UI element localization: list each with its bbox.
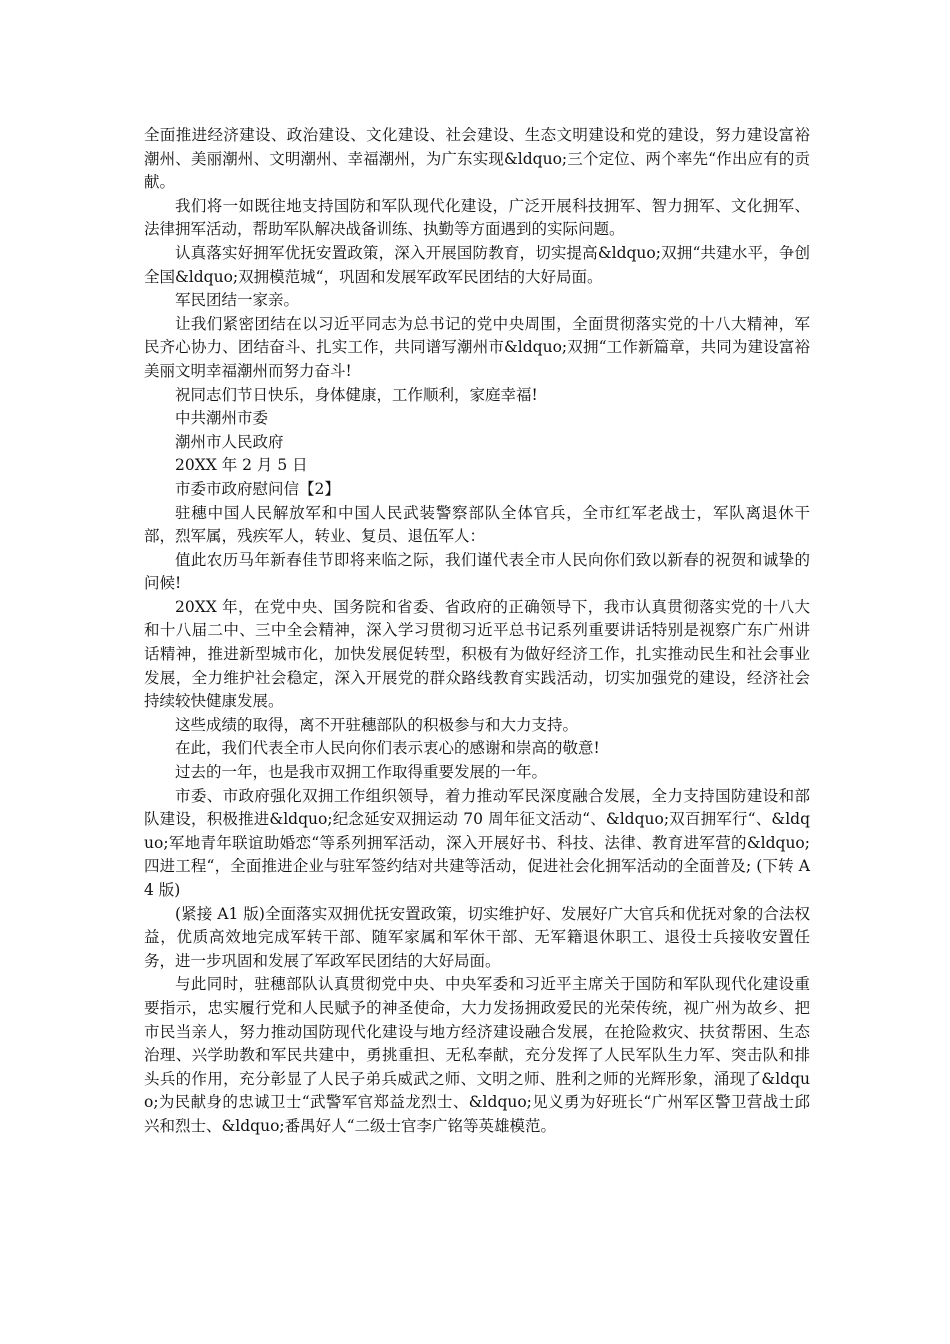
paragraph: (紧接 A1 版)全面落实双拥优抚安置政策，切实维护好、发展好广大官兵和优抚对象的合法权益，优质高效地完成军转干部、随军家属和军休干部、无军籍退休职工、退役士兵接收安置任务，进一步巩固和发展了军政军民团结的大好局面。: [144, 904, 810, 970]
paragraph: 认真落实好拥军优抚安置政策，深入开展国防教育，切实提高&ldquo;双拥“共建水平，争创全国&ldquo;双拥模范城“，巩固和发展军政军民团结的大好局面。: [144, 243, 810, 286]
paragraph: 值此农历马年新春佳节即将来临之际，我们谨代表全市人民向你们致以新春的祝贺和诚挚的问候!: [144, 550, 810, 593]
paragraph: 驻穗中国人民解放军和中国人民武装警察部队全体官兵，全市红军老战士，军队离退休干部，烈军属，残疾军人，转业、复员、退伍军人：: [144, 503, 810, 546]
paragraph: 这些成绩的取得，离不开驻穗部队的积极参与和大力支持。: [175, 715, 579, 734]
paragraph: 与此同时，驻穗部队认真贯彻党中央、中央军委和习近平主席关于国防和军队现代化建设重要指示，忠实履行党和人民赋予的神圣使命，大力发扬拥政爱民的光荣传统，视广州为故乡、把市民当亲人，努力推动国防现代化建设与地方经济建设融合发展，在抢险救灾、扶贫帮困、生态治理、兴学助教和军民共建中，勇挑重担、无私奉献，充分发挥了人民军队生力军、突击队和排头兵的作用，充分彰显了人民子弟兵威武之师、文明之师、胜利之师的光辉形象，涌现了&ldquo;为民献身的忠诚卫士“武警军官郑益龙烈士、&ldquo;见义勇为好班长“广州军区警卫营战士邱兴和烈士、&ldquo;番禺好人“二级士官李广铭等英雄模范。: [144, 975, 810, 1135]
paragraph: 我们将一如既往地支持国防和军队现代化建设，广泛开展科技拥军、智力拥军、文化拥军、法律拥军活动，帮助军队解决战备训练、执勤等方面遇到的实际问题。: [144, 196, 810, 239]
paragraph: 在此，我们代表全市人民向你们表示衷心的感谢和崇高的敬意!: [175, 739, 600, 758]
paragraph: 过去的一年，也是我市双拥工作取得重要发展的一年。: [175, 763, 548, 782]
paragraph: 全面推进经济建设、政治建设、文化建设、社会建设、生态文明建设和党的建设，努力建设富裕潮州、美丽潮州、文明潮州、幸福潮州，为广东实现&ldquo;三个定位、两个率先“作出应有的贡献。: [144, 126, 810, 192]
paragraph: 市委、市政府强化双拥工作组织领导，着力推动军民深度融合发展，全力支持国防建设和部队建设，积极推进&ldquo;纪念延安双拥运动 70 周年征文活动“、&ldquo;双百拥军行“、&ldquo;军地青年联谊助婚恋“等系列拥军活动，深入开展好书、科技、法律、教育进军营的&ldquo;四进工程“，全面推进企业与驻军签约结对共建等活动，促进社会化拥军活动的全面普及; (下转 A4 版): [144, 786, 810, 899]
signature-line: 中共潮州市委: [175, 409, 269, 428]
paragraph: 军民团结一家亲。: [175, 291, 300, 310]
paragraph: 让我们紧密团结在以习近平同志为总书记的党中央周围，全面贯彻落实党的十八大精神，军民齐心协力、团结奋斗、扎实工作，共同谱写潮州市&ldquo;双拥“工作新篇章，共同为建设富裕美丽文明幸福潮州而努力奋斗!: [144, 314, 810, 380]
section-title: 市委市政府慰问信【2】: [175, 479, 340, 498]
signature-line: 潮州市人民政府: [175, 432, 284, 451]
paragraph: 祝同志们节日快乐，身体健康，工作顺利，家庭幸福!: [175, 385, 538, 404]
date-line: 20XX 年 2 月 5 日: [175, 456, 308, 475]
paragraph: 20XX 年，在党中央、国务院和省委、省政府的正确领导下，我市认真贯彻落实党的十八大和十八届二中、三中全会精神，深入学习贯彻习近平总书记系列重要讲话特别是视察广东广州讲话精神，推进新型城市化，加快发展促转型，积极有为做好经济工作，扎实推动民生和社会事业发展，全力维护社会稳定，深入开展党的群众路线教育实践活动，切实加强党的建设，经济社会持续较快健康发展。: [144, 597, 810, 711]
document-body: [144, 124, 810, 1139]
